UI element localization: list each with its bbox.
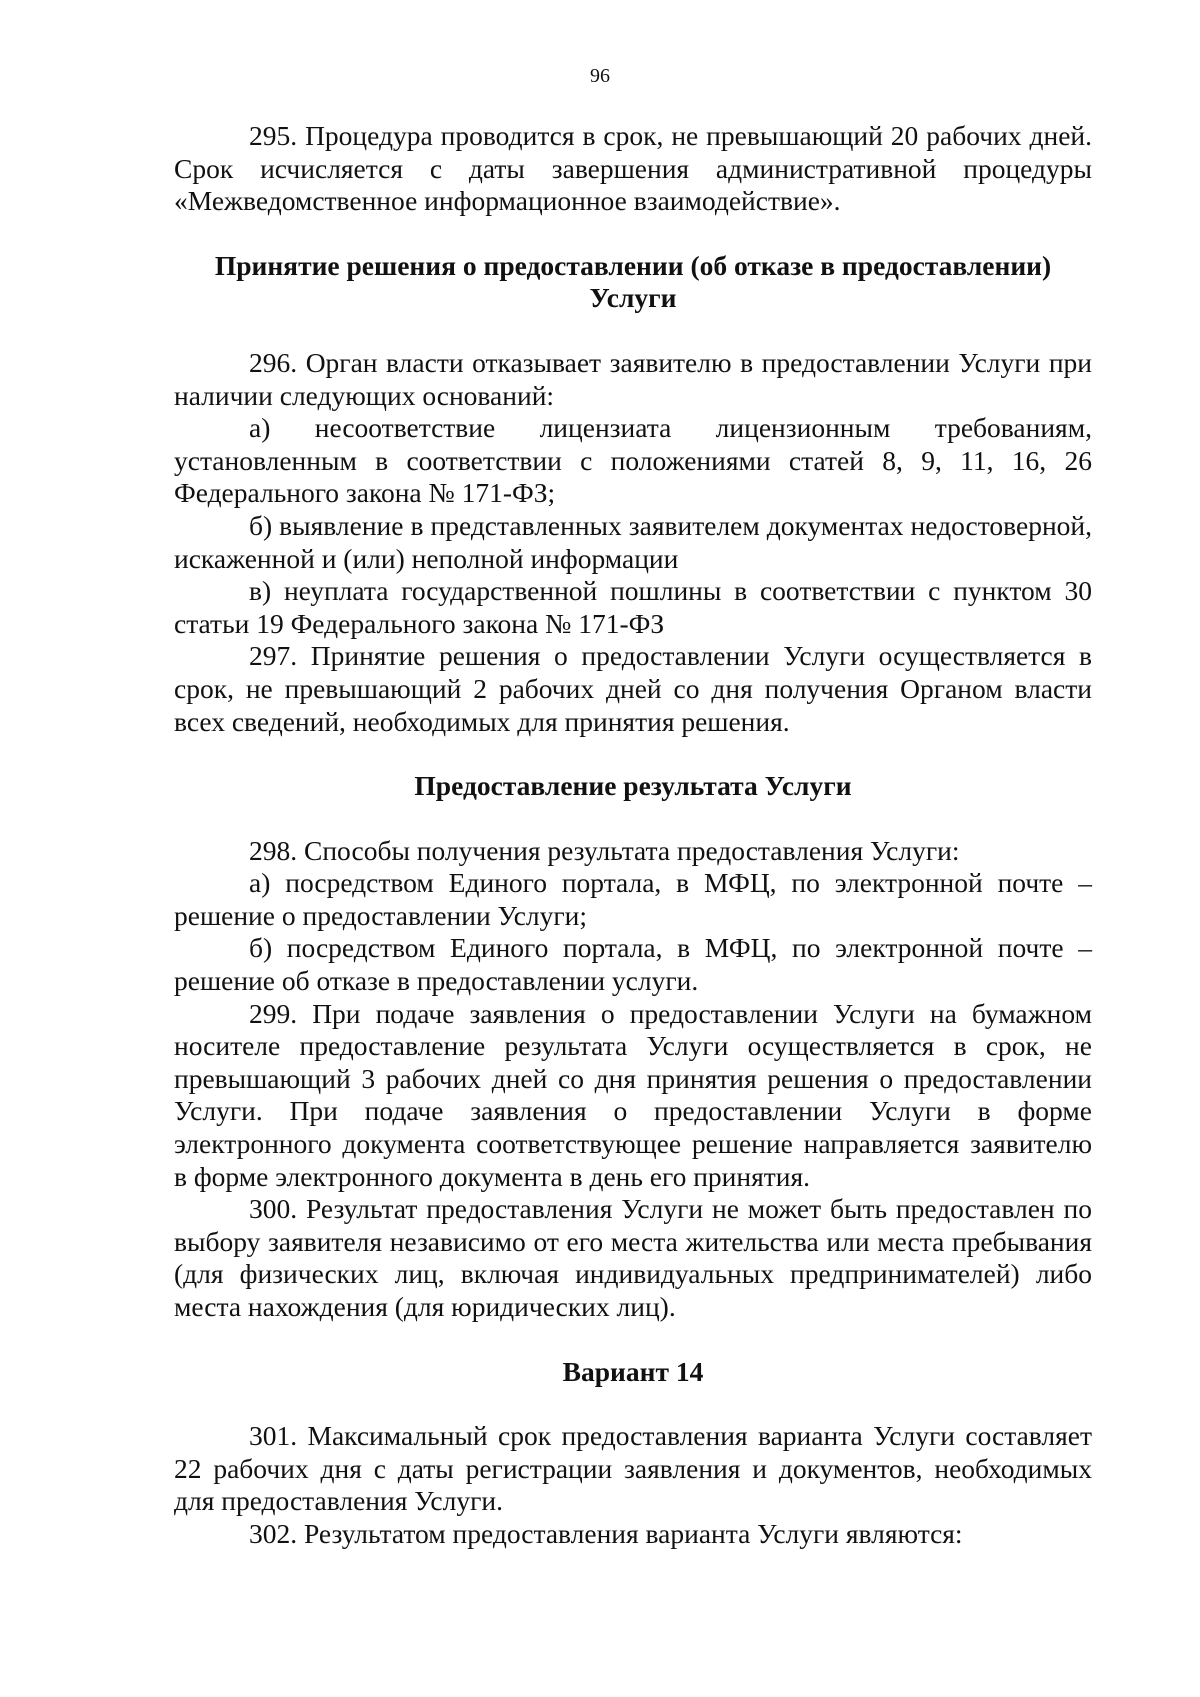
paragraph-300: 300. Результат предоставления Услуги не может быть предоставлен по выбору заявителя независимо от его места жительства или места пребывания (для физических лиц, включая индивидуальных предпринимателей) либо места нахождения (для юридических лиц). [174, 1193, 1092, 1322]
paragraph-296-c: в) неуплата государственной пошлины в соответствии с пунктом 30 статьи 19 Федерального закона № 171-ФЗ [174, 575, 1092, 639]
paragraph-301: 301. Максимальный срок предоставления варианта Услуги составляет 22 рабочих дня с даты регистрации заявления и документов, необходимых для предоставления Услуги. [174, 1420, 1092, 1517]
paragraph-296-b: б) выявление в представленных заявителем документах недостоверной, искаженной и (или) неполной информации [174, 509, 1092, 574]
paragraph-296-a: а) несоответствие лицензиата лицензионным требованиям, установленным в соответствии с положениями статей 8, 9, 11, 16, 26 Федерального закона № 171-ФЗ; [174, 412, 1092, 509]
page-number: 96 [590, 65, 610, 87]
paragraph-298: 298. Способы получения результата предоставления Услуги: [249, 834, 960, 866]
paragraph-298-a: а) посредством Единого портала, в МФЦ, по электронной почте – решение о предоставлении Услуги; [174, 867, 1092, 931]
section-heading-decision [174, 250, 1092, 315]
document-body [174, 120, 1092, 1551]
paragraph-295: 295. Процедура проводится в срок, не превышающий 20 рабочих дней. Срок исчисляется с даты завершения административной процедуры «Межведомственное информационное взаимодействие». [174, 120, 1092, 217]
section-heading-result: Предоставление результата Услуги [414, 770, 852, 802]
section-heading-variant: Вариант 14 [562, 1355, 704, 1387]
paragraph-299: 299. При подаче заявления о предоставлении Услуги на бумажном носителе предоставление результата Услуги осуществляется в срок, не превышающий 3 рабочих дней со дня принятия решения о предоставлении Услуги. При подаче заявления о предоставлении Услуги в форме электронного документа соответствующее решение направляется заявителю в форме электронного документа в день его принятия. [174, 997, 1092, 1192]
paragraph-297: 297. Принятие решения о предоставлении Услуги осуществляется в срок, не превышающий 2 рабочих дней со дня получения Органом власти всех сведений, необходимых для принятия решения. [174, 640, 1092, 737]
paragraph-298-b: б) посредством Единого портала, в МФЦ, по электронной почте – решение об отказе в предоставлении услуги. [174, 932, 1092, 997]
section-heading-decision-line2: Услуги [589, 282, 677, 314]
paragraph-302: 302. Результатом предоставления варианта Услуги являются: [249, 1517, 963, 1549]
section-heading-decision-line1: Принятие решения о предоставлении (об отказе в предоставлении) [214, 249, 1052, 281]
paragraph-296: 296. Орган власти отказывает заявителю в предоставлении Услуги при наличии следующих оснований: [174, 346, 1092, 411]
